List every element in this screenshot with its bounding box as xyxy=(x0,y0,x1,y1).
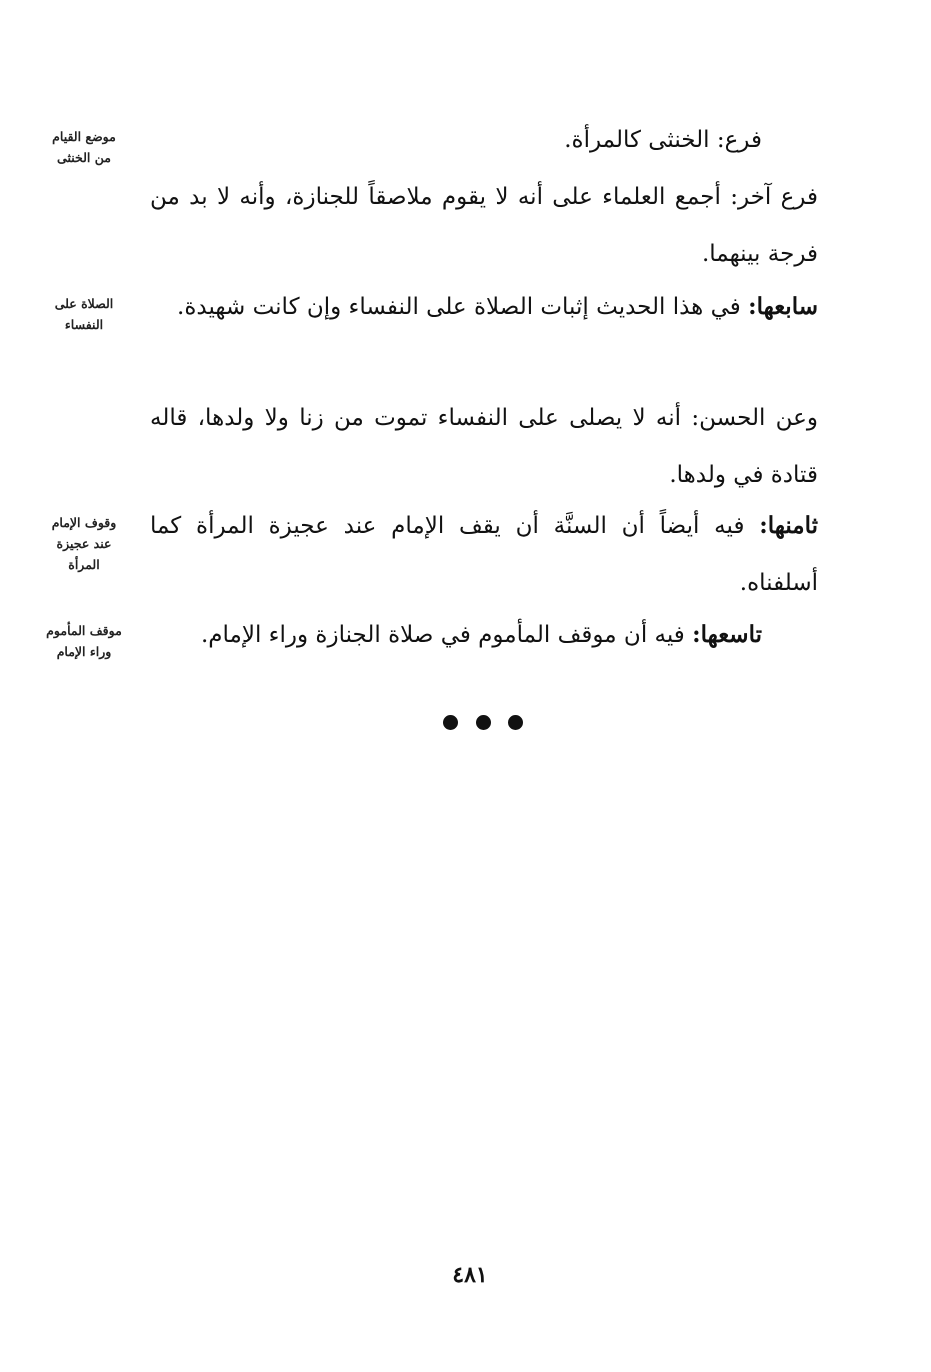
paragraph-text: أجمع العلماء على أنه لا يقوم ملاصقاً للجنازة، وأنه لا بد من فرجة بينهما. xyxy=(150,184,818,267)
paragraph-lead: ثامنها: xyxy=(759,512,818,539)
margin-note-nufasa xyxy=(36,293,132,335)
paragraph-text: الخنثى كالمرأة. xyxy=(564,127,717,153)
margin-note-imam-position xyxy=(36,512,132,575)
paragraph-lead: فرع: xyxy=(716,127,762,153)
paragraph-sabiuha xyxy=(150,278,818,336)
paragraph-hasan xyxy=(150,390,818,504)
margin-note-line: الصلاة على xyxy=(54,296,114,311)
margin-note-line: موضع القيام xyxy=(52,129,116,144)
margin-note-line: وقوف الإمام xyxy=(51,515,117,530)
margin-note-line: وراء الإمام xyxy=(56,644,112,659)
page-number: ٤٨١ xyxy=(452,1262,488,1288)
margin-note-line: عند عجيزة xyxy=(56,536,112,551)
margin-note-line: موقف المأموم xyxy=(46,623,122,638)
paragraph-lead: وعن الحسن: xyxy=(691,405,818,431)
paragraph-text: فيه أيضاً أن السنَّة أن يقف الإمام عند عجيزة المرأة كما أسلفناه. xyxy=(150,513,818,596)
paragraph-thaminuha xyxy=(150,497,818,612)
paragraph-lead: فرع آخر: xyxy=(730,184,818,210)
divider-dot xyxy=(508,715,523,730)
paragraph-far-akhar xyxy=(150,169,818,283)
divider-dot xyxy=(443,715,458,730)
margin-note-line: النفساء xyxy=(64,317,104,332)
paragraph-lead: تاسعها: xyxy=(692,621,762,648)
paragraph-text: فيه أن موقف المأموم في صلاة الجنازة وراء الإمام. xyxy=(200,622,693,648)
divider-dot xyxy=(476,715,491,730)
margin-note-khuntha xyxy=(36,126,132,168)
margin-note-line: المرأة xyxy=(68,557,100,572)
paragraph-lead: سابعها: xyxy=(748,293,818,320)
paragraph-text: في هذا الحديث إثبات الصلاة على النفساء وإن كانت شهيدة. xyxy=(177,294,749,320)
paragraph-far xyxy=(150,112,762,169)
margin-note-mamum xyxy=(36,620,132,662)
margin-note-line: من الخنثى xyxy=(57,150,111,165)
paragraph-text: أنه لا يصلى على النفساء تموت من زنا ولا ولدها، قاله قتادة في ولدها. xyxy=(150,405,818,488)
section-divider xyxy=(443,712,523,732)
paragraph-tasiuha xyxy=(150,606,762,664)
